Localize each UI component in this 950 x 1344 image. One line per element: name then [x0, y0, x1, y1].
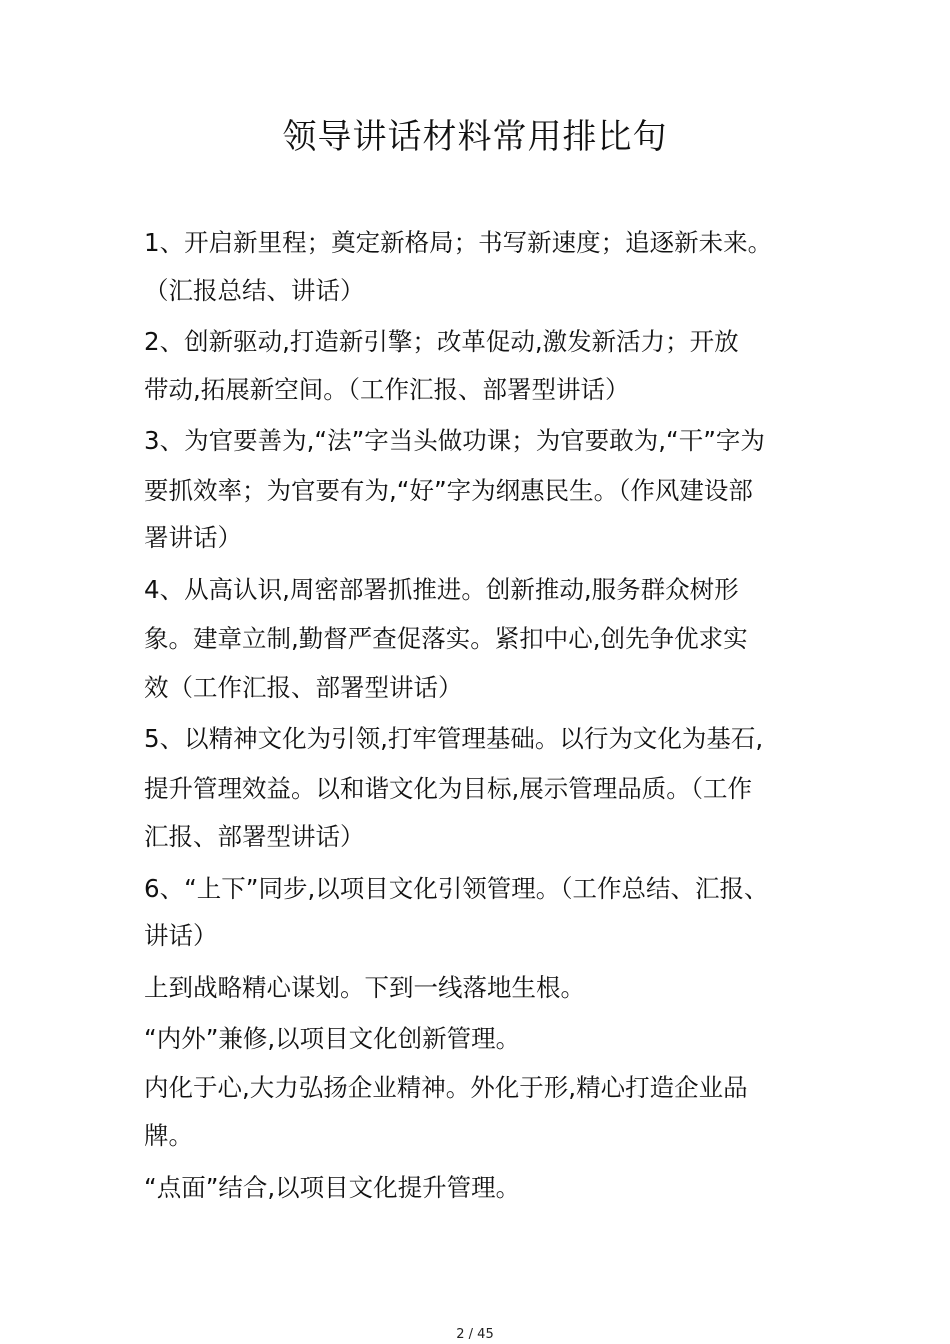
document-title: 领导讲话材料常用排比句: [282, 117, 668, 157]
text-line: 署讲话）: [144, 523, 242, 552]
text-line: 要抓效率；为官要有为,“好”字为纲惠民生。（作风建设部: [144, 476, 753, 505]
text-line: 6、“上下”同步,以项目文化引领管理。（工作总结、汇报、: [144, 874, 769, 903]
text-line: 提升管理效益。以和谐文化为目标,展示管理品质。（工作: [144, 774, 753, 803]
text-line: 效（工作汇报、部署型讲话）: [144, 673, 463, 702]
text-line: 4、从高认识,周密部署抓推进。创新推动,服务群众树形: [144, 575, 739, 604]
text-line: 上到战略精心谋划。下到一线落地生根。: [144, 973, 585, 1002]
text-line: “内外”兼修,以项目文化创新管理。: [144, 1024, 521, 1053]
text-line: 讲话）: [144, 921, 218, 950]
text-line: （汇报总结、讲话）: [144, 276, 365, 305]
text-line: 1、开启新里程；奠定新格局；书写新速度；追逐新未来。: [144, 228, 773, 257]
text-line: 带动,拓展新空间。（工作汇报、部署型讲话）: [144, 375, 630, 404]
text-line: 汇报、部署型讲话）: [144, 822, 365, 851]
text-line: 5、以精神文化为引领,打牢管理基础。以行为文化为基石,: [144, 724, 764, 753]
text-line: “点面”结合,以项目文化提升管理。: [144, 1173, 521, 1202]
text-line: 3、为官要善为,“法”字当头做功课；为官要敢为,“干”字为: [144, 426, 765, 455]
text-line: 2、创新驱动,打造新引擎；改革促动,激发新活力；开放: [144, 327, 739, 356]
text-line: 牌。: [144, 1121, 193, 1150]
page-number: 2 / 45: [456, 1327, 494, 1342]
text-line: 象。建章立制,勤督严查促落实。紧扣中心,创先争优求实: [144, 624, 748, 653]
text-line: 内化于心,大力弘扬企业精神。外化于形,精心打造企业品: [144, 1073, 748, 1102]
